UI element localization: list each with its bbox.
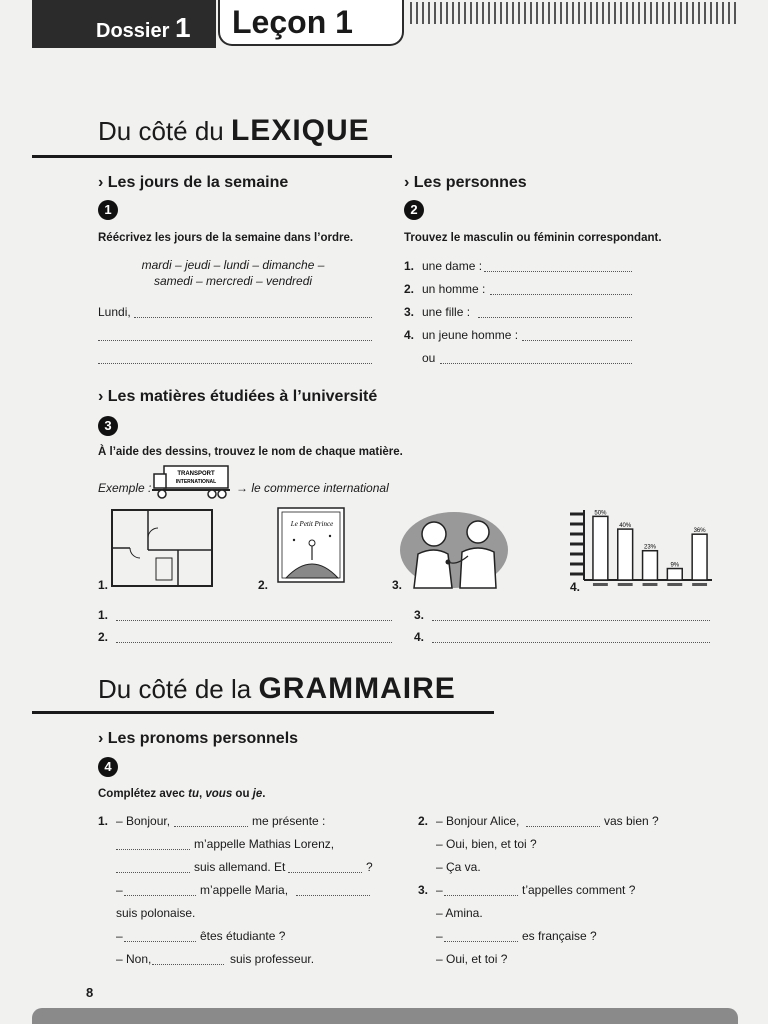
item-label: une dame : — [422, 259, 483, 273]
chart-category-mark — [618, 583, 633, 586]
dialog-text: – Bonjour Alice, — [436, 814, 520, 828]
answer-line[interactable] — [440, 352, 632, 364]
chart-data-label: 50% — [594, 510, 607, 517]
answer-line[interactable] — [116, 631, 392, 643]
blank-field[interactable] — [288, 861, 362, 873]
exercise-item-number: 2. — [418, 814, 429, 828]
truck-text-2: INTERNATIONAL — [175, 479, 217, 485]
blank-field[interactable] — [174, 815, 248, 827]
dossier-label: Dossier 1 — [96, 12, 191, 43]
pronoms-instruction: Complétez avec tu, vous ou je. — [98, 788, 266, 800]
grammaire-rule — [32, 711, 494, 714]
dialog-text: êtes étudiante ? — [200, 929, 286, 943]
header-stripes — [410, 2, 736, 24]
personnes-instruction: Trouvez le masculin ou féminin correspondant. — [404, 232, 662, 244]
exercise-number-4: 4 — [98, 757, 118, 777]
blank-field[interactable] — [116, 861, 190, 873]
chart-category-mark — [593, 583, 608, 586]
blank-field[interactable] — [124, 884, 196, 896]
chart-data-label: 36% — [693, 528, 706, 535]
dialog-text: – — [116, 883, 123, 897]
dialog-text: – — [436, 929, 443, 943]
blank-field[interactable] — [444, 930, 518, 942]
chart-category-mark — [643, 583, 658, 586]
dialog-text: – Oui, bien, et toi ? — [436, 837, 537, 851]
dialog-text: vas bien ? — [604, 814, 659, 828]
doctor-illustration — [398, 506, 508, 588]
matieres-heading: › Les matières étudiées à l’université — [98, 388, 378, 405]
answer-line[interactable] — [432, 631, 710, 643]
answer-line[interactable] — [134, 306, 372, 318]
blank-field[interactable] — [152, 953, 224, 965]
lexique-title: Du côté du LEXIQUE — [98, 114, 370, 147]
picture-number: 2. — [258, 578, 269, 592]
item-label: une fille : — [422, 305, 471, 319]
item-number: 3. — [404, 305, 415, 319]
dialog-text: t’appelles comment ? — [522, 883, 636, 897]
blank-field[interactable] — [116, 838, 190, 850]
days-list-line1: mardi – jeudi – lundi – dimanche – — [141, 258, 325, 272]
days-list-line2: samedi – mercredi – vendredi — [153, 274, 313, 288]
dialog-text: suis allemand. Et — [194, 860, 286, 874]
dialog-text: suis professeur. — [230, 952, 315, 966]
chart-bar — [692, 534, 707, 580]
bar-chart — [568, 506, 716, 592]
lexique-rule — [32, 155, 392, 158]
page-number: 8 — [86, 985, 94, 1000]
blank-field[interactable] — [444, 884, 518, 896]
footer-bar — [32, 1008, 738, 1024]
blank-field[interactable] — [124, 930, 196, 942]
example-label: Exemple : — [98, 481, 152, 495]
chart-data-label: 40% — [619, 523, 632, 530]
dialog-text: m’appelle Maria, — [200, 883, 289, 897]
dialog-text: – Non, — [116, 952, 152, 966]
jours-answer-start: Lundi, — [98, 305, 131, 319]
answer-line[interactable] — [478, 306, 632, 318]
chart-bar — [643, 551, 658, 580]
book-title: Le Petit Prince — [290, 520, 334, 528]
answer-line[interactable] — [484, 260, 632, 272]
lecon-label: Leçon 1 — [232, 4, 353, 40]
answer-line[interactable] — [490, 283, 632, 295]
jours-instruction: Réécrivez les jours de la semaine dans l’ordre. — [98, 232, 354, 244]
exercise-item-number: 1. — [98, 814, 109, 828]
item-label: un jeune homme : — [422, 328, 519, 342]
chart-bar — [667, 569, 682, 580]
floor-plan-illustration — [110, 508, 214, 588]
picture-number: 4. — [570, 580, 581, 594]
dialog-text: ? — [366, 860, 373, 874]
chart-category-mark — [667, 583, 682, 586]
pronoms-heading: › Les pronoms personnels — [98, 730, 299, 747]
answer-line[interactable] — [116, 609, 392, 621]
blank-field[interactable] — [296, 884, 370, 896]
dialog-text: – Amina. — [436, 906, 483, 920]
dialog-text: suis polonaise. — [116, 906, 196, 920]
grammaire-title: Du côté de la GRAMMAIRE — [98, 672, 456, 705]
chart-data-label: 23% — [643, 544, 657, 551]
blank-field[interactable] — [526, 815, 600, 827]
exercise-number-2: 2 — [404, 200, 424, 220]
answer-number: 3. — [414, 608, 425, 622]
dialog-text: – Oui, et toi ? — [436, 952, 508, 966]
exercise-number-1: 1 — [98, 200, 118, 220]
personnes-heading: › Les personnes — [404, 174, 527, 191]
chart-category-mark — [692, 583, 707, 586]
answer-line[interactable] — [98, 352, 372, 364]
dialog-text: me présente : — [252, 814, 326, 828]
item-label: un homme : — [422, 282, 486, 296]
item-number: 2. — [404, 282, 415, 296]
dialog-text: es française ? — [522, 929, 597, 943]
dialog-text: – — [116, 929, 123, 943]
item-number: 4. — [404, 328, 415, 342]
dialog-text: m’appelle Mathias Lorenz, — [194, 837, 335, 851]
example-answer: → le commerce international — [236, 481, 389, 495]
exercise-number-3: 3 — [98, 416, 118, 436]
dialog-text: – Ça va. — [436, 860, 481, 874]
answer-line[interactable] — [98, 329, 372, 341]
dialog-text: – — [436, 883, 443, 897]
chart-data-label: 9% — [670, 562, 680, 569]
answer-number: 2. — [98, 630, 109, 644]
exercise-item-number: 3. — [418, 883, 429, 897]
jours-heading: › Les jours de la semaine — [98, 174, 289, 191]
truck-illustration — [152, 464, 232, 504]
answer-line[interactable] — [432, 609, 710, 621]
chart-bar — [593, 516, 608, 580]
truck-text-1: TRANSPORT — [177, 471, 215, 477]
book-illustration — [276, 506, 350, 584]
dialog-text: – Bonjour, — [116, 814, 171, 828]
picture-number: 1. — [98, 578, 109, 592]
picture-number: 3. — [392, 578, 403, 592]
chart-bar — [618, 529, 633, 580]
item-number: 1. — [404, 259, 415, 273]
ou-label: ou — [422, 351, 436, 365]
answer-number: 4. — [414, 630, 425, 644]
answer-line[interactable] — [522, 329, 632, 341]
matieres-instruction: À l’aide des dessins, trouvez le nom de chaque matière. — [98, 446, 403, 458]
answer-number: 1. — [98, 608, 109, 622]
